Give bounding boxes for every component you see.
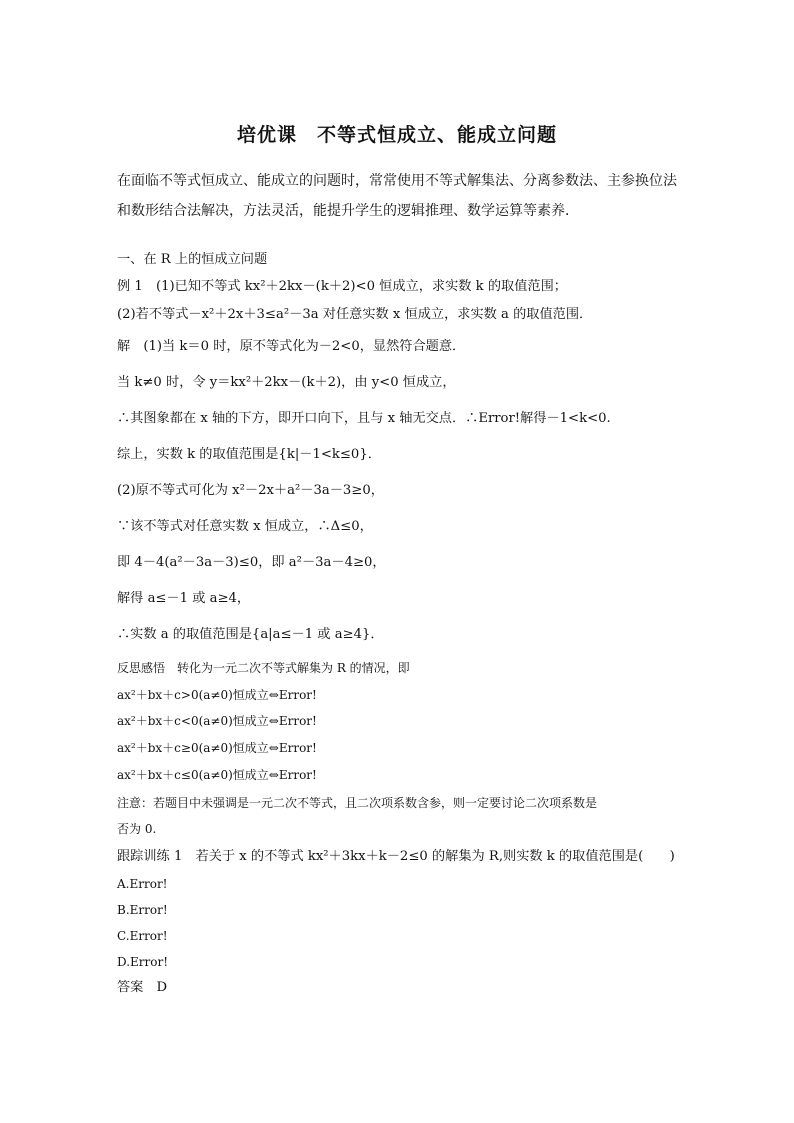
reflection-item: ax²＋bx＋c≤0(a≠0)恒成立⇔Error! [117,768,317,782]
practice-question: 跟踪训练 1 若关于 x 的不等式 kx²＋3kx＋k－2≤0 的解集为 R,则实数 k 的取值范围是( ) [117,849,675,864]
practice-option-d: D.Error! [117,955,169,969]
example-1-part-2: (2)若不等式－x²＋2x＋3≤a²－3a 对任意实数 x 恒成立，求实数 a 的取值范围． [117,307,593,322]
intro-line-2: 和数形结合法解决，方法灵活，能提升学生的逻辑推理、数学运算等素养． [117,203,579,219]
solution-line: 综上，实数 k 的取值范围是{k|－1<k≤0}． [117,447,381,462]
solution-line: 当 k≠0 时，令 y＝kx²＋2kx－(k＋2)，由 y<0 恒成立， [117,375,456,390]
reflection-item: ax²＋bx＋c<0(a≠0)恒成立⇔Error! [117,714,317,728]
solution-line: 解得 a≤－1 或 a≥4， [117,591,251,606]
practice-answer: 答案 D [117,980,168,995]
solution-line: (2)原不等式可化为 x²－2x＋a²－3a－3≥0， [117,483,384,498]
reflection-item: ax²＋bx＋c>0(a≠0)恒成立⇔Error! [117,688,317,702]
section-heading: 一、在 R 上的恒成立问题 [117,252,268,267]
practice-option-a: A.Error! [117,877,168,891]
solution-line: ∵该不等式对任意实数 x 恒成立，∴Δ≤0， [117,519,373,534]
solution-line: 即 4－4(a²－3a－3)≤0，即 a²－3a－4≥0， [117,555,386,570]
practice-option-b: B.Error! [117,903,168,917]
reflection-heading: 反思感悟 转化为一元二次不等式解集为 R 的情况，即 [117,661,410,675]
reflection-note-line-2: 否为 0. [117,822,157,836]
reflection-item: ax²＋bx＋c≥0(a≠0)恒成立⇔Error! [117,741,317,755]
page-title: 培优课 不等式恒成立、能成立问题 [236,124,557,146]
intro-line-1: 在面临不等式恒成立、能成立的问题时，常常使用不等式解集法、分离参数法、主参换位法 [117,173,677,189]
practice-option-c: C.Error! [117,929,168,943]
solution-line: 解 (1)当 k＝0 时，原不等式化为－2<0，显然符合题意． [117,339,466,354]
solution-line: ∴实数 a 的取值范围是{a|a≤－1 或 a≥4}． [117,627,384,642]
example-1-part-1: 例 1 (1)已知不等式 kx²＋2kx－(k＋2)<0 恒成立，求实数 k 的取值范围； [117,279,567,294]
solution-line: ∴其图象都在 x 轴的下方，即开口向下，且与 x 轴无交点．∴Error!解得－1<k<0. [117,411,611,426]
reflection-note-line-1: 注意：若题目中未强调是一元二次不等式，且二次项系数含参，则一定要讨论二次项系数是 [117,796,598,810]
